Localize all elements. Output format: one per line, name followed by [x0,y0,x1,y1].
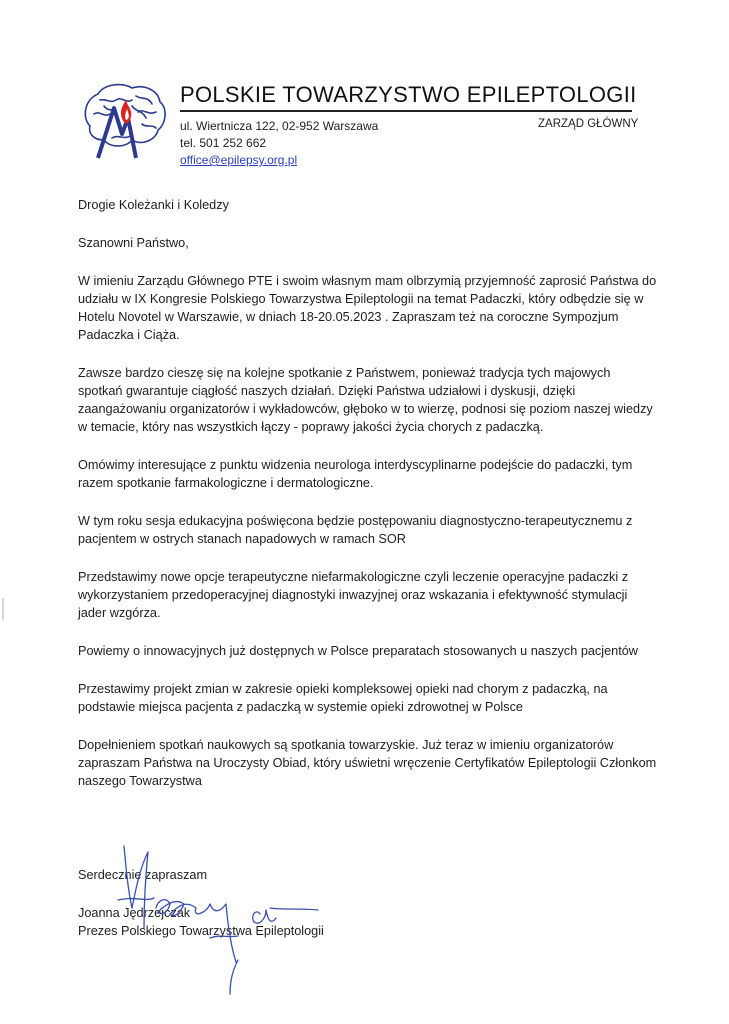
header-divider [180,110,632,112]
postal-address: ul. Wiertnicza 122, 02-952 Warszawa [180,119,379,133]
board-label: ZARZĄD GŁÓWNY [538,118,639,130]
greeting-formal: Szanowni Państwo, [78,236,189,250]
email-link[interactable]: office@epilepsy.org.pl [180,153,298,167]
contact-block [180,118,378,169]
signer-title: Prezes Polskiego Towarzystwa Epileptologii [78,924,324,938]
paragraph: Dopełnieniem spotkań naukowych są spotkania towarzyskie. Już teraz w imieniu organizatorów zapraszam Państwa na Uroczysty Obiad, który uświetni wręczenie Certyfikatów Epileptologii Członkom naszego Towarzystwa [78,738,657,788]
greeting-colleagues: Drogie Koleżanki i Koledzy [78,198,229,212]
signer-name: Joanna Jędrzejczak [78,906,191,920]
scan-artifact [2,598,4,620]
paragraph: Przestawimy projekt zmian w zakresie opieki kompleksowej opieki nad chorym z padaczką, na podstawie miejsca pacjenta z padaczką w systemie opieki zdrowotnej w Polsce [78,682,608,714]
paragraph: Omówimy interesujące z punktu widzenia neurologa interdyscyplinarne podejście do padaczki, tym razem spotkanie farmakologiczne i dermatologiczne. [78,458,633,490]
handwritten-signature [110,838,340,998]
society-logo-brain-icon [76,78,172,164]
phone-number: tel. 501 252 662 [180,136,267,150]
organization-name: POLSKIE TOWARZYSTWO EPILEPTOLOGII [180,82,637,107]
letter-body [78,196,658,810]
paragraph: W tym roku sesja edukacyjna poświęcona będzie postępowaniu diagnostyczno-terapeutycznemu z pacjentem w ostrych stanach napadowych w ramach SOR [78,514,633,546]
paragraph: W imieniu Zarządu Głównego PTE i swoim własnym mam olbrzymią przyjemność zaprosić Państwa do udziału w IX Kongresie Polskiego Towarzystwa Epileptologii na temat Padaczki, który odbędzie się w Hotelu Novotel w Warszawie, w dniach 18-20.05.2023 . Zapraszam też na coroczne Sympozjum Padaczka i Ciąża. [78,274,657,342]
closing-line: Serdecznie zapraszam [78,868,208,882]
paragraph: Powiemy o innowacyjnych już dostępnych w Polsce preparatach stosowanych u naszych pacjentów [78,644,638,658]
paragraph: Zawsze bardzo cieszę się na kolejne spotkanie z Państwem, ponieważ tradycja tych majowych spotkań gwarantuje ciągłość naszych działań. Dzięki Państwa udziałowi i dyskusji, dzięki zaangażowaniu organizatorów i wykładowców, głęboko w to wierzę, podnosi się poziom naszej wiedzy w temacie, który nas wszystkich łączy - poprawy jakości życia chorych z padaczką. [78,366,653,434]
paragraph: Przedstawimy nowe opcje terapeutyczne niefarmakologiczne czyli leczenie operacyjne padaczki z wykorzystaniem przedoperacyjnej diagnostyki inwazyjnej oraz wskazania i efektywność stymulacji jader wzgórza. [78,570,629,620]
